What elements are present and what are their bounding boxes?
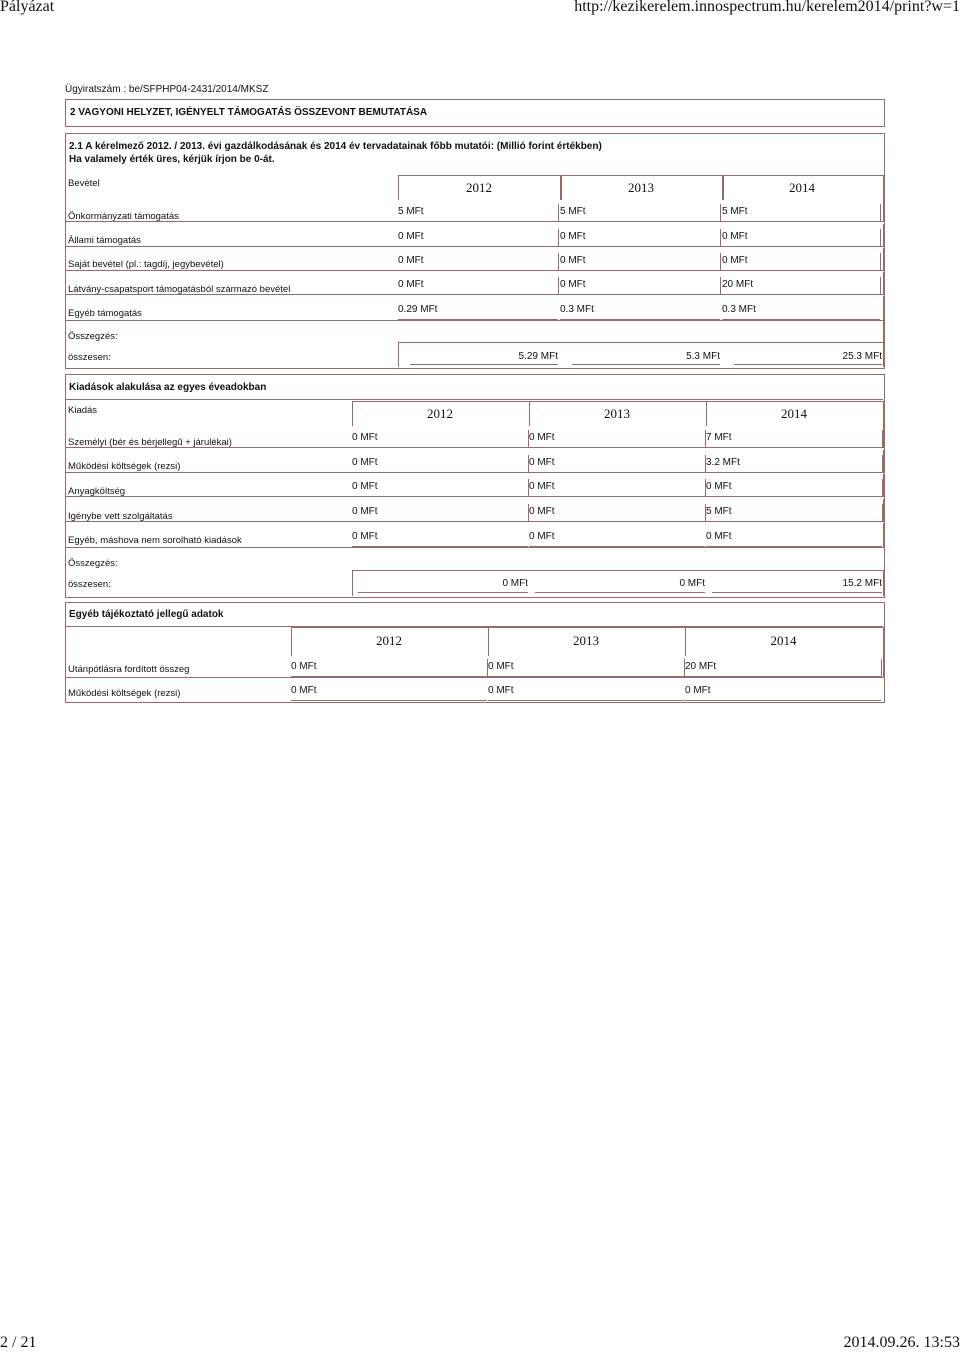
expenses-value-2014[interactable]: 0 MFt — [706, 479, 883, 497]
income-row-label: Látvány-csapatsport támogatásból származó bevétel — [68, 284, 291, 295]
expenses-row-label: Egyéb, máshova nem sorolható kiadások — [68, 535, 242, 546]
expenses-value-2013[interactable]: 0 MFt — [529, 479, 706, 497]
income-value-2014[interactable]: 0 MFt — [722, 229, 881, 247]
income-year-2014: 2014 — [789, 180, 815, 195]
other-value-2013[interactable]: 0 MFt — [488, 683, 684, 701]
expenses-row-label: Igénybe vett szolgáltatás — [68, 511, 173, 522]
income-value-2013[interactable]: 5 MFt — [560, 204, 721, 222]
expenses-value-2013[interactable]: 0 MFt — [529, 430, 706, 448]
income-value-2014[interactable]: 0 MFt — [722, 253, 881, 271]
expenses-row-label: Anyagköltség — [68, 486, 126, 497]
subsection-line1: 2.1 A kérelmező 2012. / 2013. évi gazdálkodásának és 2014 év tervadatainak főbb mutatói: (Millió forint értékben) — [69, 141, 602, 152]
income-value-2012[interactable]: 0 MFt — [398, 229, 559, 247]
other-title: Egyéb tájékoztató jellegű adatok — [69, 609, 224, 620]
expenses-total-2013: 0 MFt — [679, 578, 705, 589]
income-sum-label: Összegzés: — [68, 331, 118, 342]
other-value-2013[interactable]: 0 MFt — [488, 659, 685, 677]
other-row-label: Utánpótlásra fordított összeg — [68, 664, 190, 675]
page-header-url: http://kezikerelem.innospectrum.hu/kerelem2014/print?w=1 — [574, 0, 960, 15]
other-row-label: Működési költségek (rezsi) — [68, 688, 181, 699]
case-number: Ügyiratszám : be/SFPHP04-2431/2014/MKSZ — [65, 84, 269, 95]
income-value-2012[interactable]: 0.29 MFt — [398, 302, 558, 320]
expenses-value-2014[interactable]: 5 MFt — [706, 504, 883, 522]
income-value-2013[interactable]: 0 MFt — [560, 253, 721, 271]
expenses-year-2013: 2013 — [604, 406, 630, 421]
expenses-value-2014[interactable]: 7 MFt — [706, 430, 883, 448]
income-total-2014: 25.3 MFt — [842, 351, 882, 362]
income-value-2013[interactable]: 0 MFt — [560, 229, 721, 247]
other-value-2014[interactable]: 0 MFt — [685, 683, 881, 701]
expenses-header-label: Kiadás — [68, 405, 98, 416]
expenses-title: Kiadások alakulása az egyes éveadokban — [69, 382, 267, 393]
expenses-year-2014: 2014 — [781, 406, 807, 421]
expenses-value-2013[interactable]: 0 MFt — [529, 455, 706, 473]
income-total-2012: 5.29 MFt — [518, 351, 558, 362]
income-year-2013: 2013 — [628, 180, 654, 195]
print-datetime: 2014.09.26. 13:53 — [843, 1334, 960, 1351]
income-row-label: Saját bevétel (pl.: tagdíj, jegybevétel) — [68, 259, 224, 270]
expenses-year-2012: 2012 — [427, 406, 453, 421]
income-header-label: Bevétel — [68, 178, 100, 189]
expenses-value-2012[interactable]: 0 MFt — [352, 479, 529, 497]
page-header-title: Pályázat — [0, 0, 55, 15]
other-year-2014: 2014 — [770, 633, 797, 648]
income-value-2014[interactable]: 5 MFt — [722, 204, 881, 222]
expenses-value-2012[interactable]: 0 MFt — [352, 529, 528, 547]
expenses-value-2014[interactable]: 3.2 MFt — [706, 455, 883, 473]
other-year-2013: 2013 — [573, 633, 599, 648]
expenses-total-2012: 0 MFt — [502, 578, 528, 589]
income-value-2014[interactable]: 20 MFt — [722, 277, 881, 295]
section-title-box — [65, 99, 885, 127]
expenses-value-2012[interactable]: 0 MFt — [352, 504, 529, 522]
expenses-value-2014[interactable]: 0 MFt — [706, 529, 882, 547]
expenses-value-2012[interactable]: 0 MFt — [352, 430, 529, 448]
income-row-label: Egyéb támogatás — [68, 308, 142, 319]
expenses-total-2014: 15.2 MFt — [842, 578, 882, 589]
income-value-2014[interactable]: 0.3 MFt — [722, 302, 880, 320]
other-value-2014[interactable]: 20 MFt — [685, 659, 882, 677]
income-row-label: Önkormányzati támogatás — [68, 211, 179, 222]
income-value-2012[interactable]: 0 MFt — [398, 277, 559, 295]
income-total-2013: 5.3 MFt — [686, 351, 720, 362]
expenses-value-2013[interactable]: 0 MFt — [529, 529, 705, 547]
other-value-2012[interactable]: 0 MFt — [291, 683, 487, 701]
other-year-2012: 2012 — [376, 633, 402, 648]
income-total-label: összesen: — [68, 352, 111, 363]
subsection-line2: Ha valamely érték üres, kérjük írjon be 0-át. — [69, 154, 275, 165]
income-value-2013[interactable]: 0 MFt — [560, 277, 721, 295]
expenses-sum-label: Összegzés: — [68, 558, 118, 569]
page-number: 2 / 21 — [0, 1334, 37, 1351]
expenses-row-label: Személyi (bér és bérjellegű + járulékai) — [68, 437, 232, 448]
income-row-label: Állami támogatás — [68, 235, 141, 246]
section-title: 2 VAGYONI HELYZET, IGÉNYELT TÁMOGATÁS ÖSSZEVONT BEMUTATÁSA — [70, 107, 428, 118]
expenses-total-label: összesen: — [68, 579, 111, 590]
expenses-row-label: Működési költségek (rezsi) — [68, 461, 181, 472]
expenses-value-2012[interactable]: 0 MFt — [352, 455, 529, 473]
other-value-2012[interactable]: 0 MFt — [291, 659, 488, 677]
expenses-value-2013[interactable]: 0 MFt — [529, 504, 706, 522]
income-value-2012[interactable]: 0 MFt — [398, 253, 559, 271]
income-value-2012[interactable]: 5 MFt — [398, 204, 559, 222]
income-value-2013[interactable]: 0.3 MFt — [560, 302, 720, 320]
income-year-2012: 2012 — [466, 180, 492, 195]
